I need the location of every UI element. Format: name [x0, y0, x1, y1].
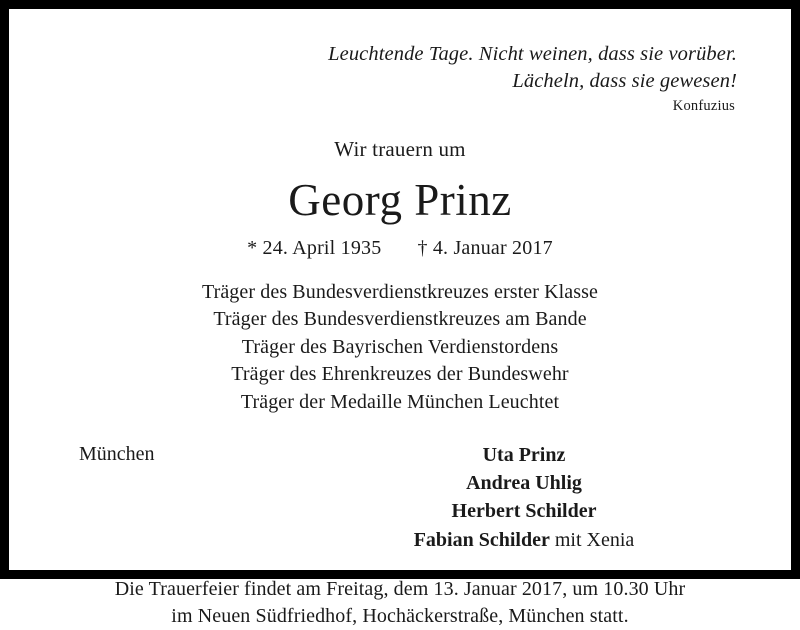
honour-item: Träger der Medaille München Leuchtet	[240, 390, 560, 413]
honour-item: Träger des Ehrenkreuzes der Bundeswehr	[231, 363, 569, 386]
family-list	[355, 441, 745, 555]
family-member	[355, 441, 693, 469]
family-member	[355, 497, 693, 525]
honour-item: Träger des Bayrischen Verdienstordens	[241, 335, 559, 358]
life-dates	[55, 237, 745, 260]
quote-line-1: Leuchtende Tage. Nicht weinen, dass sie vorüber.	[328, 43, 737, 65]
deceased-name: Georg Prinz	[288, 175, 512, 226]
intro-text: Wir trauern um	[334, 137, 466, 162]
family-member-name: Fabian Schilder	[413, 528, 550, 551]
ceremony-line: Die Trauerfeier findet am Freitag, dem 13. Januar 2017, um 10.30 Uhr	[114, 578, 686, 601]
mourners-row	[55, 441, 745, 555]
honours-list	[55, 279, 745, 417]
family-member-name: Herbert Schilder	[451, 500, 597, 523]
family-member	[355, 469, 693, 497]
death-date: † 4. Januar 2017	[417, 236, 553, 259]
family-member	[355, 526, 693, 554]
family-member-name: Andrea Uhlig	[466, 471, 582, 494]
quote-line-2: Lächeln, dass sie gewesen!	[512, 70, 737, 93]
family-member-suffix: mit Xenia	[549, 528, 635, 551]
family-member-name: Uta Prinz	[482, 443, 566, 466]
ceremony-line: im Neuen Südfriedhof, Hochäckerstraße, München statt.	[171, 605, 629, 628]
notice-inner	[9, 9, 791, 628]
birth-date: * 24. April 1935	[247, 236, 382, 259]
quote-author: Konfuzius	[672, 98, 735, 115]
quote-block	[55, 41, 737, 95]
honour-item: Träger des Bundesverdienstkreuzes am Bande	[213, 308, 587, 331]
place-label: München	[79, 442, 155, 465]
honour-item: Träger des Bundesverdienstkreuzes erster Klasse	[201, 280, 599, 303]
ceremony-details	[55, 576, 745, 630]
